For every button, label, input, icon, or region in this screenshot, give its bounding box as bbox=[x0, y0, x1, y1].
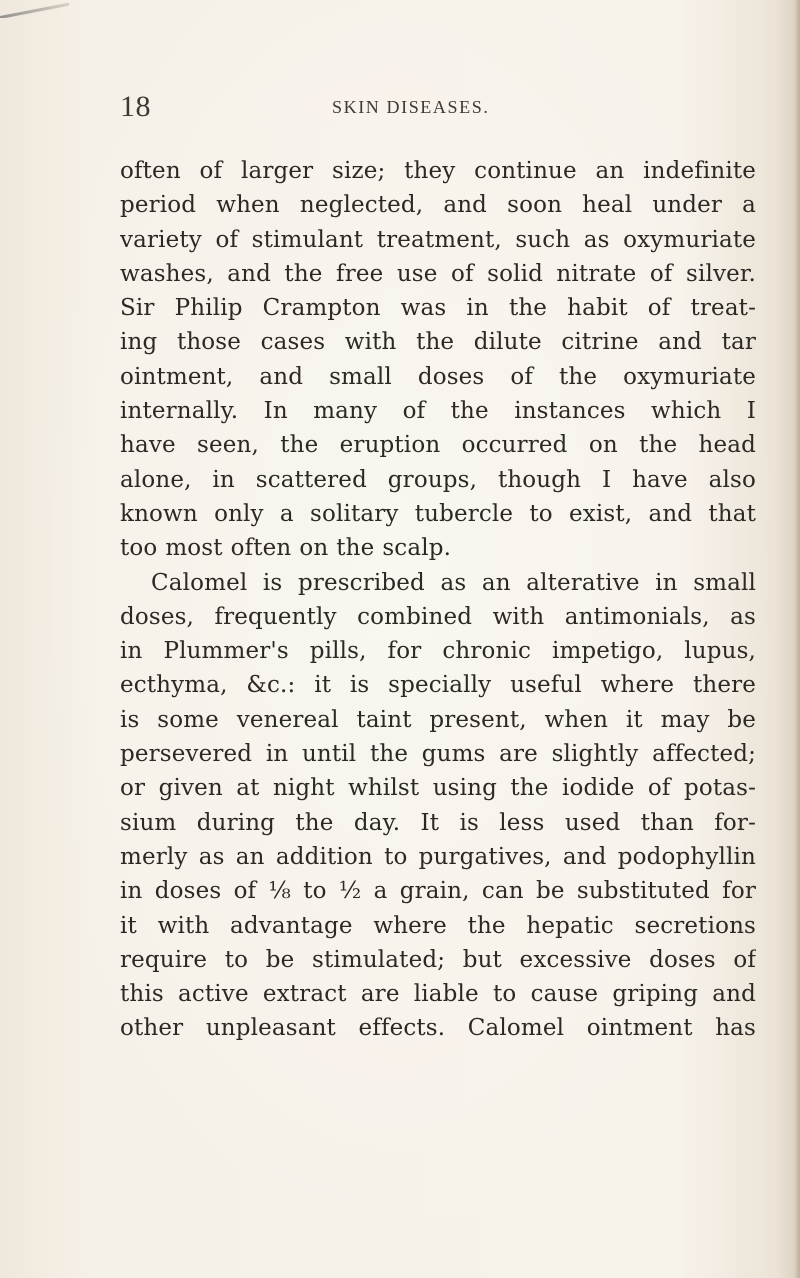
text-line: too most often on the scalp. bbox=[120, 535, 452, 562]
text-line: Sir Philip Crampton was in the habit of treat- bbox=[120, 295, 756, 322]
body-text bbox=[120, 154, 756, 1046]
running-head: SKIN DISEASES. bbox=[332, 97, 490, 117]
text-line: require to be stimulated; but excessive doses of bbox=[120, 946, 756, 973]
text-line: ing those cases with the dilute citrine and tar bbox=[120, 329, 756, 356]
page-header bbox=[120, 92, 754, 132]
text-line: is some venereal taint present, when it may be bbox=[120, 706, 756, 733]
text-line: other unpleasant effects. Calomel ointment has bbox=[120, 1015, 756, 1042]
text-line: doses, frequently combined with antimonials, as bbox=[120, 603, 756, 630]
text-line: often of larger size; they continue an indefinite bbox=[120, 158, 756, 184]
text-line: Calomel is prescribed as an alterative in small bbox=[151, 569, 756, 596]
text-line: period when neglected, and soon heal under a bbox=[120, 192, 756, 219]
text-line: in doses of ⅛ to ½ a grain, can be substituted for bbox=[120, 878, 756, 905]
text-line: washes, and the free use of solid nitrate of silver. bbox=[120, 260, 756, 287]
text-line: known only a solitary tubercle to exist, and that bbox=[120, 500, 756, 527]
text-line: in Plummer's pills, for chronic impetigo, lupus, bbox=[120, 638, 756, 665]
page-edge-shadow bbox=[794, 0, 800, 1278]
text-line: have seen, the eruption occurred on the head bbox=[120, 432, 756, 459]
text-line: internally. In many of the instances which I bbox=[120, 398, 756, 425]
text-line: variety of stimulant treatment, such as oxymuriate bbox=[120, 226, 756, 253]
text-line: persevered in until the gums are slightly affected; bbox=[120, 741, 756, 768]
text-line: this active extract are liable to cause griping and bbox=[120, 981, 756, 1008]
text-line: ecthyma, &c.: it is specially useful where there bbox=[120, 672, 756, 699]
text-line: alone, in scattered groups, though I have also bbox=[120, 466, 756, 493]
page-number: 18 bbox=[120, 90, 151, 123]
text-line: sium during the day. It is less used than for- bbox=[120, 809, 756, 836]
text-line: or given at night whilst using the iodide of potas- bbox=[120, 775, 756, 802]
text-line: merly as an addition to purgatives, and podophyllin bbox=[120, 843, 756, 870]
text-line: it with advantage where the hepatic secretions bbox=[120, 912, 756, 939]
text-line: ointment, and small doses of the oxymuriate bbox=[120, 363, 756, 390]
corner-pencil-mark bbox=[0, 0, 70, 18]
